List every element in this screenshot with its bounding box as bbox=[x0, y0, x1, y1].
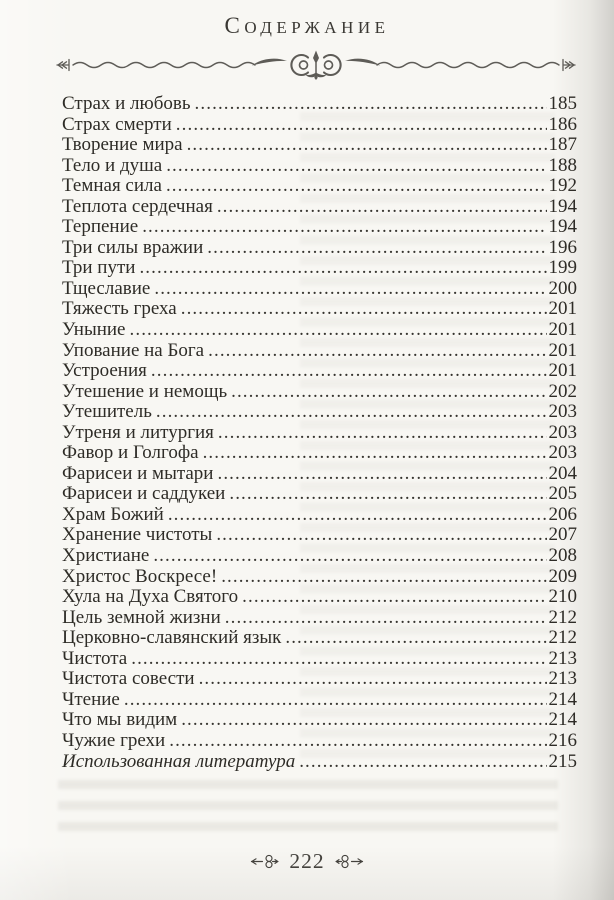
dot-leader bbox=[131, 649, 546, 670]
toc-entry-label: Чужие грехи bbox=[62, 729, 166, 751]
dot-leader bbox=[217, 197, 547, 218]
dot-leader bbox=[199, 669, 547, 690]
dot-leader bbox=[139, 258, 546, 279]
toc-entry-label: Уныние bbox=[62, 319, 126, 341]
dot-leader bbox=[156, 402, 547, 423]
dot-leader bbox=[181, 710, 546, 731]
fleuron-left-icon bbox=[250, 854, 280, 869]
dot-leader bbox=[169, 731, 546, 752]
toc-entry-label: Христиане bbox=[62, 545, 150, 567]
dot-leader bbox=[225, 608, 547, 629]
toc-row bbox=[62, 258, 577, 279]
dot-leader bbox=[142, 217, 546, 238]
toc-entry-page: 212 bbox=[548, 627, 577, 649]
toc-entry-label: Хула на Духа Святого bbox=[62, 586, 239, 608]
toc-entry-label: Утешение и немощь bbox=[62, 380, 228, 402]
toc-row bbox=[62, 484, 577, 505]
toc-row bbox=[62, 320, 577, 341]
toc-entry-label: Храм Божий bbox=[62, 503, 164, 525]
toc-entry-label: Творение мира bbox=[62, 134, 183, 156]
toc-entry-label: Страх и любовь bbox=[62, 93, 191, 114]
toc-entry-label: Тщеславие bbox=[62, 277, 151, 299]
dot-leader bbox=[229, 484, 546, 505]
toc-row bbox=[62, 587, 577, 608]
dot-leader bbox=[203, 443, 547, 464]
toc-entry-page: 201 bbox=[548, 298, 577, 320]
toc-row bbox=[62, 94, 577, 115]
dot-leader bbox=[231, 382, 546, 403]
dot-leader bbox=[207, 238, 546, 259]
toc-entry-label: Терпение bbox=[62, 216, 139, 238]
toc-row bbox=[62, 525, 577, 546]
toc-entry-page: 200 bbox=[548, 277, 577, 299]
toc-entry-label: Три силы вражии bbox=[62, 236, 204, 258]
page-title bbox=[0, 13, 614, 39]
toc-row bbox=[62, 546, 577, 567]
ornament-divider-icon bbox=[55, 50, 577, 80]
toc-entry-page: 203 bbox=[548, 442, 577, 464]
dot-leader bbox=[208, 341, 546, 362]
toc-entry-page: 205 bbox=[548, 483, 577, 505]
toc-entry-page: 203 bbox=[548, 421, 577, 443]
toc-row bbox=[62, 402, 577, 423]
dot-leader bbox=[242, 587, 546, 608]
toc-entry-label: Страх смерти bbox=[62, 113, 172, 135]
dot-leader bbox=[153, 546, 546, 567]
toc-entry-page: 209 bbox=[548, 565, 577, 587]
toc-entry-page: 216 bbox=[548, 729, 577, 751]
dot-leader bbox=[154, 279, 546, 300]
toc-entry-page: 196 bbox=[548, 236, 577, 258]
toc-entry-label: Что мы видим bbox=[62, 709, 178, 731]
toc-entry-label: Упование на Бога bbox=[62, 339, 205, 361]
toc-row bbox=[62, 135, 577, 156]
page-footer bbox=[0, 849, 614, 874]
toc-entry-page: 201 bbox=[548, 360, 577, 382]
dot-leader bbox=[176, 115, 547, 136]
toc-entry-label: Фарисеи и саддукеи bbox=[62, 483, 226, 505]
toc-row bbox=[62, 505, 577, 526]
dot-leader bbox=[195, 94, 547, 115]
toc-entry-page: 201 bbox=[548, 339, 577, 361]
toc-entry-page: 210 bbox=[548, 586, 577, 608]
toc-entry-page: 187 bbox=[548, 134, 577, 156]
toc-row bbox=[62, 238, 577, 259]
dot-leader bbox=[130, 320, 547, 341]
toc-entry-page: 206 bbox=[548, 503, 577, 525]
toc-entry-label: Утешитель bbox=[62, 401, 152, 423]
toc-row bbox=[62, 710, 577, 731]
dot-leader bbox=[221, 567, 546, 588]
toc-entry-page: 188 bbox=[548, 154, 577, 176]
toc-entry-label: Чистота совести bbox=[62, 668, 195, 690]
toc-entry-label: Использованная литература bbox=[62, 750, 296, 772]
toc-row bbox=[62, 176, 577, 197]
dot-leader bbox=[168, 505, 547, 526]
toc-entry-page: 213 bbox=[548, 668, 577, 690]
toc-row bbox=[62, 115, 577, 136]
toc-row bbox=[62, 361, 577, 382]
toc-entry-label: Фавор и Голгофа bbox=[62, 442, 199, 464]
toc-row bbox=[62, 299, 577, 320]
dot-leader bbox=[151, 361, 547, 382]
toc-entry-label: Тело и душа bbox=[62, 154, 163, 176]
toc-entry-label: Церковно-славянский язык bbox=[62, 627, 282, 649]
toc-row bbox=[62, 690, 577, 711]
toc-entry-page: 207 bbox=[548, 524, 577, 546]
toc-entry-label: Тяжесть греха bbox=[62, 298, 177, 320]
toc-entry-label: Устроения bbox=[62, 360, 147, 382]
table-of-contents bbox=[62, 94, 577, 772]
toc-row bbox=[62, 649, 577, 670]
toc-row bbox=[62, 279, 577, 300]
toc-entry-label: Христос Воскресе! bbox=[62, 565, 218, 587]
bleed-through-bottom bbox=[58, 780, 558, 842]
toc-entry-page: 199 bbox=[548, 257, 577, 279]
toc-entry-page: 201 bbox=[548, 319, 577, 341]
toc-row bbox=[62, 669, 577, 690]
dot-leader bbox=[124, 690, 547, 711]
toc-row bbox=[62, 341, 577, 362]
toc-entry-label: Чистота bbox=[62, 647, 128, 669]
toc-entry-label: Хранение чистоты bbox=[62, 524, 213, 546]
toc-entry-page: 194 bbox=[548, 195, 577, 217]
toc-entry-page: 213 bbox=[548, 647, 577, 669]
toc-row bbox=[62, 567, 577, 588]
toc-row bbox=[62, 217, 577, 238]
toc-row bbox=[62, 731, 577, 752]
toc-entry-page: 208 bbox=[548, 545, 577, 567]
toc-row bbox=[62, 752, 577, 773]
toc-entry-label: Чтение bbox=[62, 688, 120, 710]
toc-entry-page: 212 bbox=[548, 606, 577, 628]
toc-entry-label: Утреня и литургия bbox=[62, 421, 214, 443]
toc-entry-page: 186 bbox=[548, 113, 577, 135]
toc-row bbox=[62, 464, 577, 485]
toc-row bbox=[62, 628, 577, 649]
toc-row bbox=[62, 156, 577, 177]
toc-entry-label: Три пути bbox=[62, 257, 136, 279]
toc-entry-label: Теплота сердечная bbox=[62, 195, 213, 217]
dot-leader bbox=[187, 135, 547, 156]
toc-entry-label: Фарисеи и мытари bbox=[62, 462, 214, 484]
toc-entry-page: 203 bbox=[548, 401, 577, 423]
dot-leader bbox=[181, 299, 547, 320]
toc-row bbox=[62, 443, 577, 464]
dot-leader bbox=[218, 423, 547, 444]
dot-leader bbox=[285, 628, 546, 649]
toc-row bbox=[62, 608, 577, 629]
toc-entry-page: 202 bbox=[548, 380, 577, 402]
dot-leader bbox=[217, 464, 546, 485]
dot-leader bbox=[166, 156, 546, 177]
toc-entry-label: Темная сила bbox=[62, 175, 162, 197]
dot-leader bbox=[216, 525, 546, 546]
toc-entry-page: 194 bbox=[548, 216, 577, 238]
fleuron-right-icon bbox=[334, 854, 364, 869]
toc-row bbox=[62, 423, 577, 444]
title-initial: С bbox=[224, 13, 245, 38]
toc-entry-page: 214 bbox=[548, 688, 577, 710]
toc-row bbox=[62, 197, 577, 218]
folio-number: 222 bbox=[289, 849, 325, 873]
ornament-rule bbox=[55, 50, 577, 80]
toc-row bbox=[62, 382, 577, 403]
dot-leader bbox=[299, 752, 546, 773]
toc-entry-page: 214 bbox=[548, 709, 577, 731]
toc-entry-page: 192 bbox=[548, 175, 577, 197]
toc-entry-page: 185 bbox=[548, 93, 577, 114]
toc-entry-page: 215 bbox=[548, 750, 577, 772]
dot-leader bbox=[166, 176, 547, 197]
title-rest: ОДЕРЖАНИЕ bbox=[244, 18, 390, 37]
toc-entry-label: Цель земной жизни bbox=[62, 606, 221, 628]
toc-entry-page: 204 bbox=[548, 462, 577, 484]
